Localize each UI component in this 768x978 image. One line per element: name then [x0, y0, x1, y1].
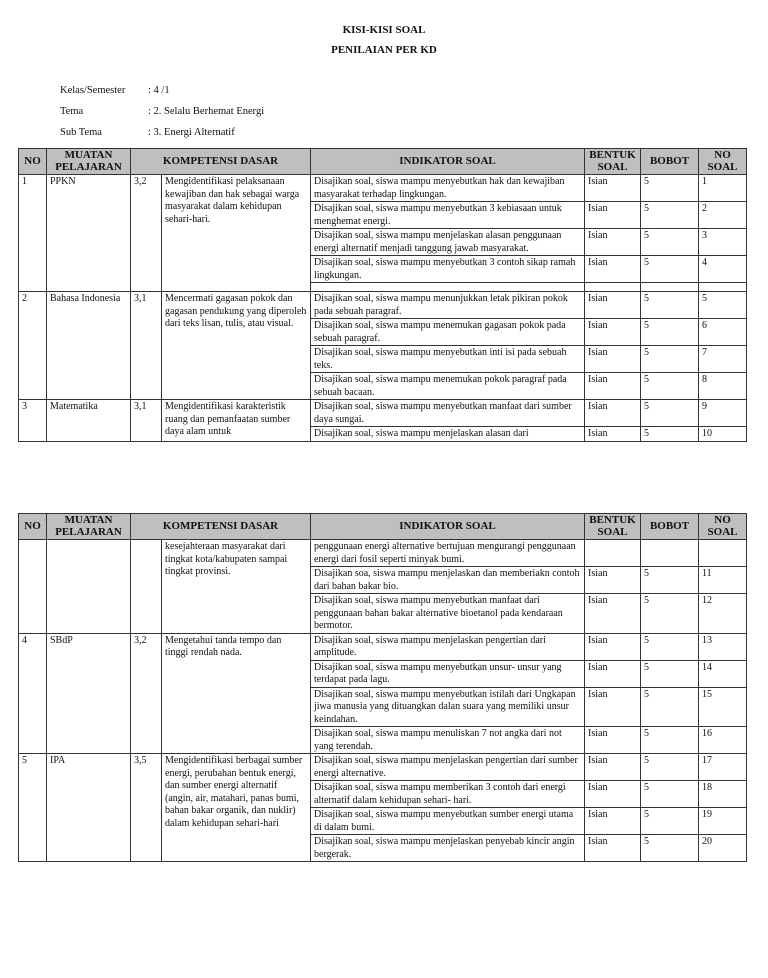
row-indikator: Disajikan soal, siswa mampu menemukan gagasan pokok pada sebuah paragraf. — [311, 319, 585, 346]
row-kompetensi: kesejahteraan masyarakat dari tingkat kota/kabupaten sampai tingkat provinsi. — [162, 540, 311, 634]
row-bentuk: Isian — [585, 660, 641, 687]
row-indikator: Disajikan soal, siswa mampu menyebutkan inti isi pada sebuah teks. — [311, 346, 585, 373]
row-indikator: Disajikan soal, siswa mampu menyebutkan manfaat dari penggunaan bahan bakar alternative bioetanol pada kendaraan bermotor. — [311, 594, 585, 634]
col-bentuk: BENTUK SOAL — [585, 149, 641, 175]
table-row — [19, 754, 747, 781]
row-indikator: Disajikan soal, siswa mampu memberikan 3 contoh dari energi alternatif dalam kehidupan sehari- hari. — [311, 781, 585, 808]
row-indikator: penggunaan energi alternative bertujuan mengurangi penggunaan energi dari fosil seperti minyak bumi. — [311, 540, 585, 567]
row-no-soal: 20 — [699, 835, 747, 862]
row-bobot: 5 — [641, 292, 699, 319]
row-kd-number: 3,2 — [131, 633, 162, 754]
row-muatan: SBdP — [47, 633, 131, 754]
row-no — [19, 540, 47, 634]
row-bentuk: Isian — [585, 633, 641, 660]
row-indikator: Disajikan soal, siswa mampu menjelaskan alasan dari — [311, 427, 585, 442]
row-bentuk: Isian — [585, 727, 641, 754]
row-muatan: Bahasa Indonesia — [47, 292, 131, 400]
row-bobot: 5 — [641, 400, 699, 427]
row-bentuk: Isian — [585, 427, 641, 442]
row-kd-number: 3,2 — [131, 175, 162, 292]
row-indikator: Disajikan soal, siswa mampu menjelaskan pengertian dari sumber energi alternative. — [311, 754, 585, 781]
row-indikator: Disajikan soal, siswa mampu menyebutkan hak dan kewajiban masyarakat terhadap lingkungan. — [311, 175, 585, 202]
row-muatan: Matematika — [47, 400, 131, 442]
table-row — [19, 633, 747, 660]
row-bentuk: Isian — [585, 835, 641, 862]
col-nosoal: NO SOAL — [699, 514, 747, 540]
row-bobot: 5 — [641, 754, 699, 781]
row-no: 1 — [19, 175, 47, 292]
row-bobot: 5 — [641, 594, 699, 634]
row-no-soal: 8 — [699, 373, 747, 400]
row-kompetensi: Mengidentifikasi pelaksanaan kewajiban dan hak sebagai warga masyarakat dalam kehidupan sehari-hari. — [162, 175, 311, 292]
row-bobot: 5 — [641, 660, 699, 687]
row-kompetensi: Mengidentifikasi berbagai sumber energi, perubahan bentuk energi, dan sumber energi alternatif (angin, air, matahari, panas bumi, bahan bakar organik, dan nuklir) dalam kehidupan sehari-hari — [162, 754, 311, 862]
col-muatan: MUATAN PELAJARAN — [47, 514, 131, 540]
row-indikator: Disajikan soal, siswa mampu menjelaskan penyebab kincir angin bergerak. — [311, 835, 585, 862]
row-bentuk: Isian — [585, 687, 641, 727]
row-kd-number: 3,5 — [131, 754, 162, 862]
row-no-soal: 16 — [699, 727, 747, 754]
row-no-soal: 11 — [699, 567, 747, 594]
row-no-soal: 12 — [699, 594, 747, 634]
row-bobot: 5 — [641, 633, 699, 660]
table-row — [19, 400, 747, 427]
row-bentuk: Isian — [585, 346, 641, 373]
table-row — [19, 292, 747, 319]
row-bobot: 5 — [641, 781, 699, 808]
row-no: 2 — [19, 292, 47, 400]
row-indikator: Disajikan soal, siswa mampu menjelaskan alasan penggunaan energi alternatif menjadi tanggung jawab masyarakat. — [311, 229, 585, 256]
row-bobot: 5 — [641, 427, 699, 442]
row-muatan — [47, 540, 131, 634]
row-bentuk: Isian — [585, 175, 641, 202]
row-indikator: Disajikan soal, siswa mampu menyebutkan 3 contoh sikap ramah lingkungan. — [311, 256, 585, 283]
row-no-soal: 5 — [699, 292, 747, 319]
row-bobot: 5 — [641, 727, 699, 754]
kisi-table-page-1 — [18, 148, 747, 442]
row-no-soal: 6 — [699, 319, 747, 346]
row-no-soal: 9 — [699, 400, 747, 427]
row-indikator: Disajikan soal, siswa mampu menunjukkan letak pikiran pokok pada sebuah paragraf. — [311, 292, 585, 319]
row-bobot — [641, 540, 699, 567]
row-bentuk: Isian — [585, 754, 641, 781]
row-indikator: Disajikan soal, siswa mampu menyebutkan 3 kebiasaan untuk menghemat energi. — [311, 202, 585, 229]
col-kompetensi: KOMPETENSI DASAR — [131, 149, 311, 175]
row-no-soal: 17 — [699, 754, 747, 781]
row-kompetensi: Mencermati gagasan pokok dan gagasan pendukung yang diperoleh dari teks lisan, tulis, atau visual. — [162, 292, 311, 400]
row-indikator: Disajikan soal, siswa mampu menuliskan 7 not angka dari not yang terendah. — [311, 727, 585, 754]
row-bobot: 5 — [641, 687, 699, 727]
row-no-soal: 10 — [699, 427, 747, 442]
col-kompetensi: KOMPETENSI DASAR — [131, 514, 311, 540]
row-bobot: 5 — [641, 202, 699, 229]
info-tema: Tema : 2. Selalu Berhemat Energi — [60, 106, 265, 117]
document-subtitle: PENILAIAN PER KD — [331, 44, 437, 56]
row-no-soal: 1 — [699, 175, 747, 202]
col-no: NO — [19, 514, 47, 540]
row-bobot: 5 — [641, 346, 699, 373]
row-no-soal: 13 — [699, 633, 747, 660]
col-no: NO — [19, 149, 47, 175]
col-bentuk: BENTUK SOAL — [585, 514, 641, 540]
row-bentuk: Isian — [585, 373, 641, 400]
row-kompetensi: Mengidentifikasi karakteristik ruang dan pemanfaatan sumber daya alam untuk — [162, 400, 311, 442]
row-bentuk: Isian — [585, 808, 641, 835]
row-bentuk: Isian — [585, 202, 641, 229]
col-nosoal: NO SOAL — [699, 149, 747, 175]
row-bentuk: Isian — [585, 781, 641, 808]
row-indikator: Disajikan soal, siswa mampu menyebutkan manfaat dari sumber daya sungai. — [311, 400, 585, 427]
row-no-soal: 4 — [699, 256, 747, 283]
row-bentuk: Isian — [585, 594, 641, 634]
table-row — [19, 540, 747, 567]
row-bobot: 5 — [641, 319, 699, 346]
row-indikator: Disajikan soal, siswa mampu menjelaskan pengertian dari amplitude. — [311, 633, 585, 660]
row-no-soal: 19 — [699, 808, 747, 835]
row-no-soal: 2 — [699, 202, 747, 229]
row-no-soal: 18 — [699, 781, 747, 808]
row-kd-number — [131, 540, 162, 634]
row-no-soal: 15 — [699, 687, 747, 727]
row-kompetensi: Mengetahui tanda tempo dan tinggi rendah nada. — [162, 633, 311, 754]
col-bobot: BOBOT — [641, 514, 699, 540]
row-indikator: Disajikan soal, siswa mampu menyebutkan unsur- unsur yang terdapat pada lagu. — [311, 660, 585, 687]
col-indikator: INDIKATOR SOAL — [311, 149, 585, 175]
row-indikator: Disajikan soal, siswa mampu menemukan pokok paragraf pada sebuah bacaan. — [311, 373, 585, 400]
row-muatan: IPA — [47, 754, 131, 862]
row-no-soal — [699, 540, 747, 567]
row-bentuk: Isian — [585, 229, 641, 256]
row-bentuk: Isian — [585, 400, 641, 427]
row-indikator: Disajikan soal, siswa mampu menyebutkan istilah dari Ungkapan jiwa manusia yang dituangkan dalan suara yang memiliki unsur keindahan. — [311, 687, 585, 727]
row-bobot: 5 — [641, 175, 699, 202]
document-title: KISI-KISI SOAL — [342, 24, 426, 36]
table-header — [19, 514, 747, 540]
row-no-soal: 7 — [699, 346, 747, 373]
col-bobot: BOBOT — [641, 149, 699, 175]
info-subtema: Sub Tema : 3. Energi Alternatif — [60, 127, 235, 138]
col-indikator: INDIKATOR SOAL — [311, 514, 585, 540]
row-no-soal: 3 — [699, 229, 747, 256]
row-bobot: 5 — [641, 835, 699, 862]
row-muatan: PPKN — [47, 175, 131, 292]
row-bentuk: Isian — [585, 256, 641, 283]
row-bobot: 5 — [641, 567, 699, 594]
row-bobot: 5 — [641, 256, 699, 283]
table-row — [19, 175, 747, 202]
row-indikator: Disajikan soal, siswa mampu menyebutkan sumber energi utama di dalam bumi. — [311, 808, 585, 835]
row-no: 3 — [19, 400, 47, 442]
row-bentuk — [585, 540, 641, 567]
kisi-table-page-2 — [18, 513, 747, 862]
row-bentuk: Isian — [585, 319, 641, 346]
col-muatan: MUATAN PELAJARAN — [47, 149, 131, 175]
row-kd-number: 3,1 — [131, 292, 162, 400]
row-bentuk: Isian — [585, 567, 641, 594]
row-no-soal: 14 — [699, 660, 747, 687]
row-bentuk: Isian — [585, 292, 641, 319]
row-kd-number: 3,1 — [131, 400, 162, 442]
info-kelas: Kelas/Semester : 4 /1 — [60, 85, 170, 96]
row-bobot: 5 — [641, 229, 699, 256]
row-no: 4 — [19, 633, 47, 754]
row-indikator: Disajikan soa, siswa mampu menjelaskan dan memberiakn contoh dari bahan bakar bio. — [311, 567, 585, 594]
row-bobot: 5 — [641, 808, 699, 835]
table-header — [19, 149, 747, 175]
row-no: 5 — [19, 754, 47, 862]
row-bobot: 5 — [641, 373, 699, 400]
